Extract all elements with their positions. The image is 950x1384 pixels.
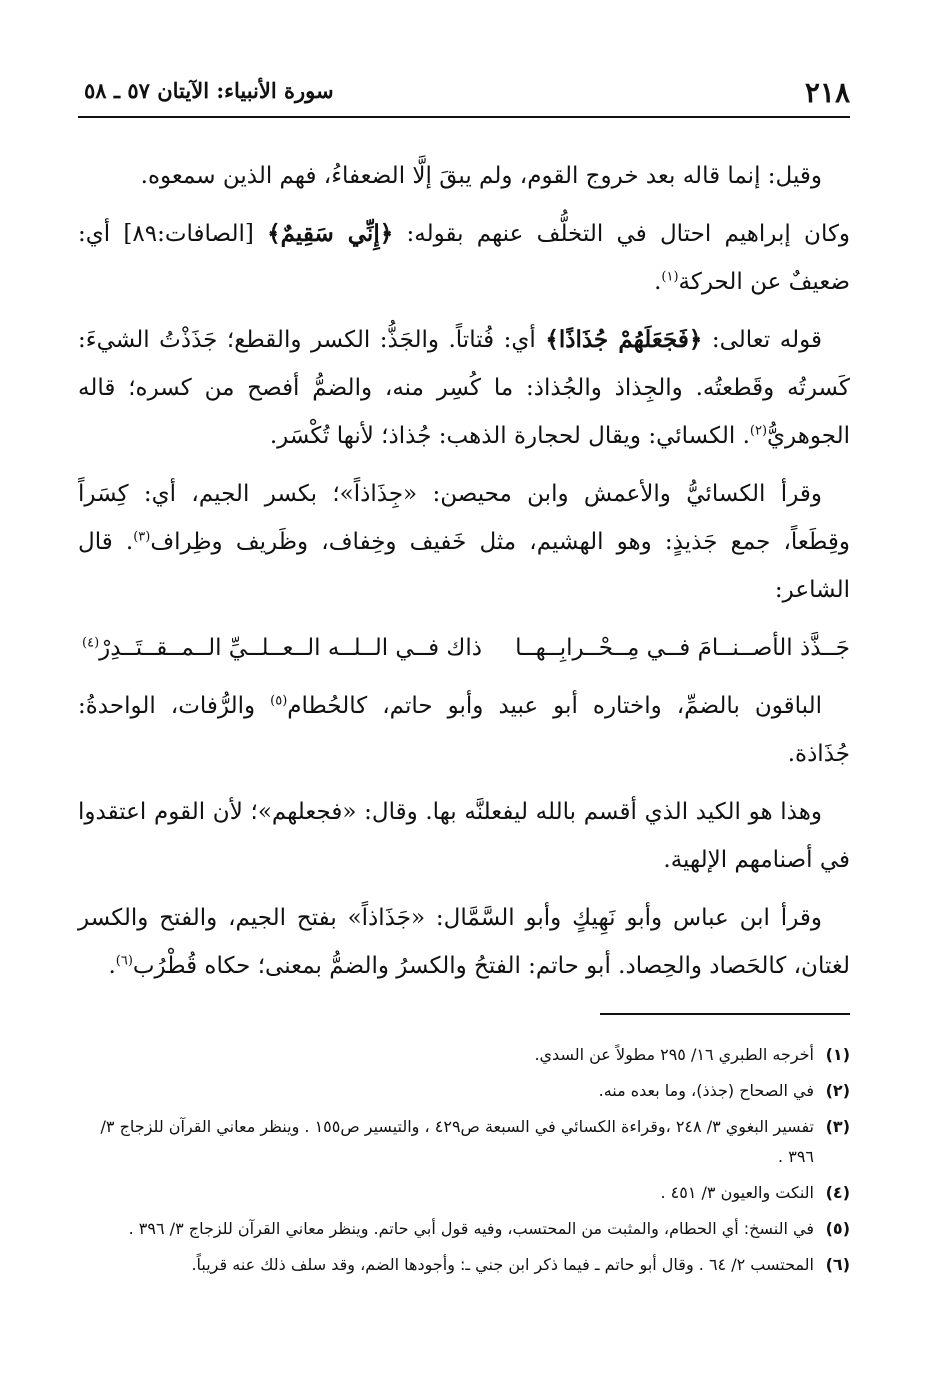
paragraph-text: .	[108, 953, 116, 979]
footnote	[78, 1076, 850, 1106]
main-text	[78, 152, 850, 1000]
verse-text: ذاك فــي الــلــه الــعــلــيِّ الــمــقــتَــدِرْ	[99, 635, 482, 661]
paragraph-text: .	[654, 269, 662, 295]
footnote-number: (٦)	[825, 1255, 850, 1274]
paragraph-text: والرُّفات، الواحدةُ: جُذَاذة.	[78, 693, 850, 767]
footnote	[78, 1178, 850, 1208]
paragraph-6: وهذا هو الكيد الذي أقسم بالله ليفعلنَّه بها. وقال: «فجعلهم»؛ لأن القوم اعتقدوا في أصنامهم الإلهية.	[78, 799, 850, 873]
paragraph-3	[78, 316, 850, 460]
footnote-text: في النسخ: أي الحطام، والمثبت من المحتسب، وفيه قول أبي حاتم. وينظر معاني القرآن للزجاج ٣/ ٣٩٦ .	[128, 1219, 814, 1238]
footnote-text: تفسير البغوي ٣/ ٢٤٨ ،وقراءة الكسائي في السبعة ص٤٢٩ ، والتيسير ص١٥٥ . وينظر معاني القرآن للزجاج ٣/ ٣٩٦ .	[100, 1117, 814, 1166]
verse-first-hemistich: جَــذَّذ الأصــنــامَ فــي مِــحْــرابِــهــا	[515, 635, 850, 661]
poetry-verse	[78, 624, 850, 672]
quran-quote: ﴿إِنِّي سَقِيمٌ﴾	[267, 220, 394, 247]
paragraph-1: وقيل: إنما قاله بعد خروج القوم، ولم يبقَ إلَّا الضعفاءُ، فهم الذين سمعوه.	[140, 163, 822, 189]
paragraph-5	[78, 682, 850, 778]
footnote-ref: (٦)	[115, 953, 133, 969]
footnote-divider	[600, 1013, 850, 1015]
footnote-number: (٤)	[825, 1183, 850, 1202]
running-title: سورة الأنبياء: الآيتان ٥٧ ـ ٥٨	[84, 78, 334, 103]
footnotes	[78, 1040, 850, 1286]
footnote	[78, 1250, 850, 1280]
paragraph-text: أي: فُتاتاً. والجَذُّ: الكسر والقطع؛ جَذَذْتُ الشيءَ: كَسرتُه وقَطعتُه. والجِذاذ والجُذاذ: ما كُسِر منه، والضمُّ أفصح من كسره؛ قاله الجوهريُّ	[78, 327, 850, 449]
footnote-text: المحتسب ٢/ ٦٤ . وقال أبو حاتم ـ فيما ذكر ابن جني ـ: وأجودها الضم، وقد سلف ذلك عنه قريباً.	[191, 1255, 814, 1274]
footnote-text: أخرجه الطبري ١٦/ ٢٩٥ مطولاً عن السدي.	[534, 1045, 814, 1064]
footnote	[78, 1214, 850, 1244]
footnote-ref: (٥)	[270, 693, 288, 709]
footnote	[78, 1040, 850, 1070]
paragraph-text: الباقون بالضمِّ، واختاره أبو عبيد وأبو حاتم، كالحُطام	[287, 693, 823, 719]
footnote-ref: (٢)	[749, 423, 768, 439]
paragraph-text: وكان إبراهيم احتال في التخلُّف عنهم بقوله:	[393, 221, 851, 247]
page-header	[78, 72, 850, 118]
paragraph-text: وقرأ الكسائيُّ والأعمش وابن محيصن: «جِذَاذاً»؛ بكسر الجيم، أي: كِسَراً وقِطَعاً، جمع جَذيذٍ: وهو الهشيم، مثل خَفيف وخِفاف، وظَريف وظِراف	[78, 481, 850, 555]
page-number: ٢١٨	[804, 76, 850, 109]
paragraph-2	[78, 210, 850, 306]
footnote-ref: (٣)	[133, 529, 151, 545]
footnote-number: (٢)	[825, 1081, 850, 1100]
footnote-ref: (٤)	[82, 635, 100, 651]
paragraph-text: قوله تعالى:	[702, 327, 823, 353]
paragraph-7	[78, 894, 850, 990]
footnote-number: (٥)	[825, 1219, 850, 1238]
paragraph-4	[78, 470, 850, 614]
footnote-ref: (١)	[661, 269, 679, 285]
paragraph-text: . الكسائي: ويقال لحجارة الذهب: جُذاذ؛ لأنها تُكْسَر.	[269, 423, 750, 449]
footnote-number: (٣)	[825, 1117, 850, 1136]
footnote-text: في الصحاح (جذذ)، وما بعده منه.	[598, 1081, 814, 1100]
paragraph-text: . قال الشاعر:	[78, 529, 850, 603]
footnote-text: النكت والعيون ٣/ ٤٥١ .	[660, 1183, 814, 1202]
footnote	[78, 1112, 850, 1172]
quran-quote: ﴿فَجَعَلَهُمْ جُذَاذًا﴾	[545, 326, 703, 353]
verse-second-hemistich	[82, 624, 482, 672]
paragraph-text: وقرأ ابن عباس وأبو نَهِيكٍ وأبو السَّمَّال: «جَذَاذاً» بفتح الجيم، والفتح والكسر لغتان، كالحَصاد والحِصاد. أبو حاتم: الفتحُ والكسرُ والضمُّ بمعنى؛ حكاه قُطْرُب	[78, 905, 850, 979]
paragraph-text: [الصافات:٨٩] أي: ضعيفٌ عن الحركة	[78, 221, 850, 295]
footnote-number: (١)	[825, 1045, 850, 1064]
